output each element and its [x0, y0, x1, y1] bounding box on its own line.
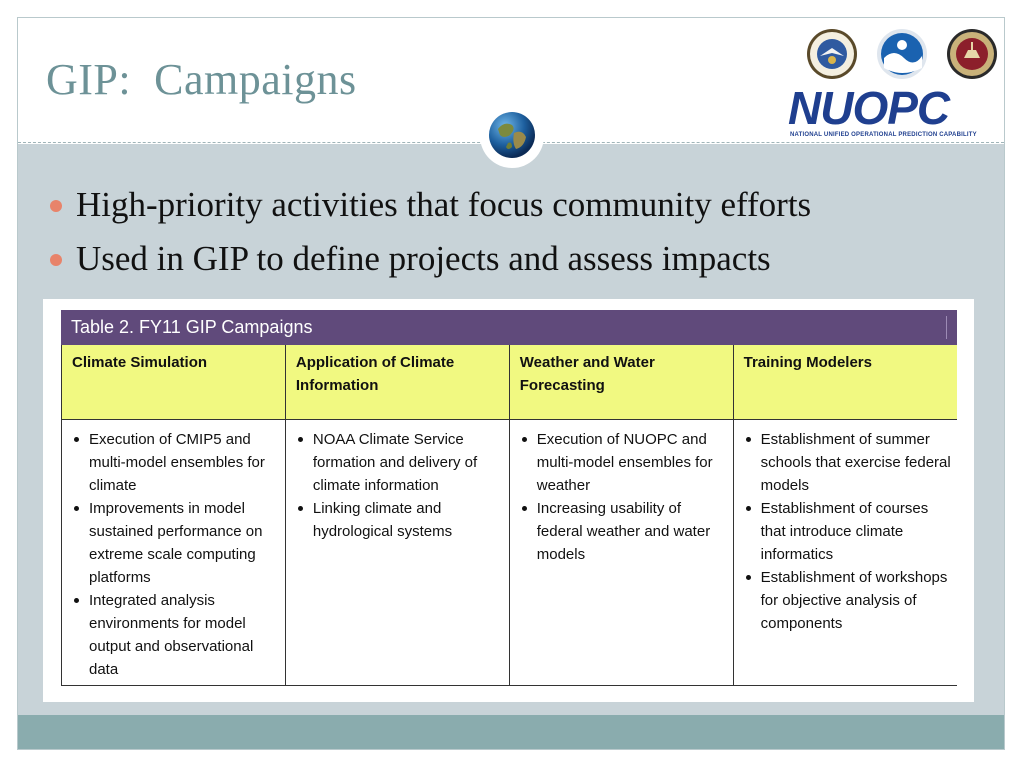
campaigns-table-panel — [43, 299, 974, 702]
bullet-item — [48, 232, 811, 286]
table-header-row — [62, 345, 958, 419]
list-item: Improvements in model sustained performance on extreme scale computing platforms — [72, 497, 279, 589]
list-item: Increasing usability of federal weather and water models — [520, 497, 727, 566]
column-header-application-of-climate-information: Application of Climate Information — [285, 345, 509, 419]
list-item: Execution of NUOPC and multi-model ensembles for weather — [520, 428, 727, 497]
table-caption — [61, 310, 957, 345]
nuopc-logo — [786, 26, 992, 142]
bullet-marker-icon — [50, 254, 62, 266]
bullet-text: High-priority activities that focus community efforts — [76, 185, 812, 224]
table-cell-weather-and-water-forecasting — [509, 419, 733, 685]
list-item: Integrated analysis environments for model output and observational data — [72, 589, 279, 681]
bullet-item — [48, 178, 811, 232]
column-header-weather-and-water-forecasting: Weather and Water Forecasting — [509, 345, 733, 419]
caption-divider — [946, 316, 947, 339]
noaa-seal-icon — [876, 28, 928, 80]
table-cell-application-of-climate-information — [285, 419, 509, 685]
list-item: Establishment of workshops for objective analysis of components — [744, 566, 951, 635]
campaigns-table — [61, 345, 957, 686]
table-cell-climate-simulation — [62, 419, 286, 685]
globe-icon — [480, 104, 544, 168]
nuopc-subtitle: NATIONAL UNIFIED OPERATIONAL PREDICTION CAPABILITY — [790, 132, 977, 138]
navy-seal-icon — [946, 28, 998, 80]
slide — [17, 17, 1005, 750]
list-item: NOAA Climate Service formation and delivery of climate information — [296, 428, 503, 497]
list-item: Establishment of courses that introduce climate informatics — [744, 497, 951, 566]
bullet-list — [48, 178, 811, 286]
column-header-training-modelers: Training Modelers — [733, 345, 957, 419]
slide-title: GIP: Campaigns — [46, 55, 357, 104]
table-cell-training-modelers — [733, 419, 957, 685]
list-item: Execution of CMIP5 and multi-model ensembles for climate — [72, 428, 279, 497]
column-header-climate-simulation: Climate Simulation — [62, 345, 286, 419]
list-item: Establishment of summer schools that exercise federal models — [744, 428, 951, 497]
bullet-marker-icon — [50, 200, 62, 212]
list-item: Linking climate and hydrological systems — [296, 497, 503, 543]
air-force-seal-icon — [806, 28, 858, 80]
table-row — [62, 419, 958, 685]
nuopc-wordmark: NUOPC — [788, 82, 950, 134]
table-caption-text: Table 2. FY11 GIP Campaigns — [71, 317, 313, 337]
bullet-text: Used in GIP to define projects and assess impacts — [76, 239, 771, 278]
footer-band — [18, 715, 1004, 749]
